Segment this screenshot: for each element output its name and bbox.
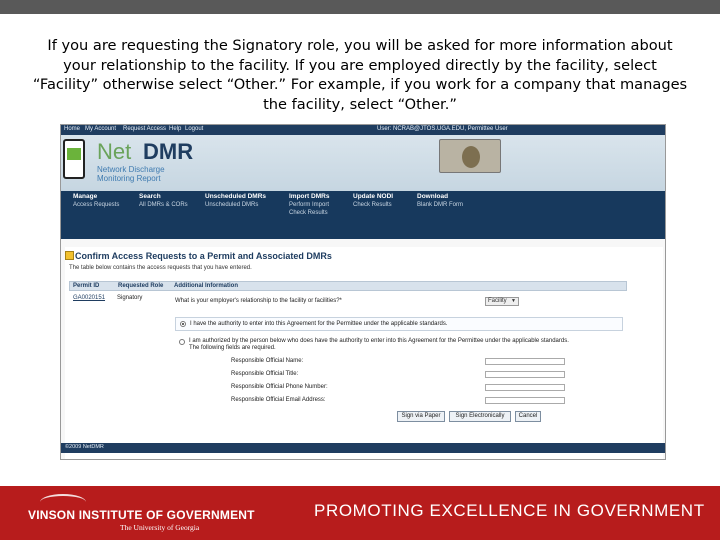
menu-title: Unscheduled DMRs — [205, 193, 267, 200]
brand-header — [61, 135, 665, 191]
menu-sub[interactable]: Check Results — [289, 210, 328, 216]
th-additional-info: Additional Information — [174, 283, 238, 289]
label-official-title: Responsible Official Title: — [231, 371, 299, 377]
sign-electronically-button[interactable]: Sign Electronically — [449, 411, 511, 422]
label-official-phone: Responsible Official Phone Number: — [231, 384, 328, 390]
permit-id-link[interactable]: GA0020151 — [73, 295, 106, 301]
sign-via-paper-button[interactable]: Sign via Paper — [397, 411, 445, 422]
relationship-select[interactable] — [485, 297, 519, 306]
util-link-my-account[interactable]: My Account — [85, 126, 117, 132]
logo-subtitle-2: Monitoring Report — [97, 174, 161, 183]
official-name-input[interactable] — [485, 358, 565, 365]
netdmr-screenshot — [60, 124, 666, 460]
select-value: Facility — [488, 298, 507, 304]
util-link-logout[interactable]: Logout — [185, 126, 204, 132]
netdmr-logo-icon — [63, 139, 85, 179]
logo-dmr: DMR — [143, 139, 194, 164]
intro-text: The table below contains the access requests that you have entered. — [69, 265, 252, 271]
official-email-input[interactable] — [485, 397, 565, 404]
official-title-input[interactable] — [485, 371, 565, 378]
official-phone-input[interactable] — [485, 384, 565, 391]
cancel-button[interactable]: Cancel — [515, 411, 541, 422]
main-content — [65, 247, 663, 460]
logo-subtitle-1: Network Discharge — [97, 165, 165, 174]
menu-search[interactable] — [139, 193, 203, 209]
footer-copyright: ©2009 NetDMR — [65, 444, 104, 450]
option-authorized-text: I am authorized by the person below who does have the authority to enter into this Agreement for the Permittee under the applicable standards. — [189, 338, 569, 344]
menu-sub[interactable]: Perform Import — [289, 202, 330, 208]
menu-sub[interactable]: Blank DMR Form — [417, 202, 464, 208]
option-authority-text: I have the authority to enter into this Agreement for the Permittee under the applicable standards. — [190, 321, 448, 327]
role-cell: Signatory — [117, 295, 143, 301]
menu-title: Import DMRs — [289, 193, 330, 200]
top-gray-bar — [0, 0, 720, 14]
main-menu — [61, 191, 665, 239]
label-official-email: Responsible Official Email Address: — [231, 397, 326, 403]
user-info: User: NCRAB@JTOS.UGA.EDU, Permittee User — [377, 126, 508, 132]
th-requested-role: Requested Role — [118, 283, 164, 289]
menu-sub[interactable]: Check Results — [353, 202, 392, 208]
menu-title: Manage — [73, 193, 98, 200]
institute-banner — [0, 486, 720, 540]
menu-download[interactable] — [417, 193, 481, 209]
radio-authority[interactable] — [180, 321, 186, 327]
chevron-down-icon: ▼ — [511, 298, 516, 304]
option-authority-box — [175, 317, 623, 331]
relationship-question: What is your employer's relationship to the facility or facilities?* — [175, 298, 342, 304]
menu-title: Download — [417, 193, 449, 200]
menu-unscheduled[interactable] — [205, 193, 269, 209]
utility-bar — [61, 125, 665, 135]
page-title: Confirm Access Requests to a Permit and Associated DMRs — [75, 251, 332, 261]
label-official-name: Responsible Official Name: — [231, 358, 304, 364]
util-link-request-access[interactable]: Request Access — [123, 126, 167, 132]
menu-sub[interactable]: All DMRs & CORs — [139, 202, 188, 208]
footer-bar — [61, 443, 665, 453]
logo-net: Net — [97, 139, 132, 164]
menu-update-nodi[interactable] — [353, 193, 417, 209]
table-header — [69, 281, 627, 291]
institute-name: VINSON INSTITUTE OF GOVERNMENT — [28, 508, 255, 522]
menu-sub[interactable]: Access Requests — [73, 202, 120, 208]
state-seal-icon — [439, 139, 501, 173]
menu-title: Update NODI — [353, 193, 394, 200]
required-fields-note: The following fields are required. — [189, 345, 276, 351]
menu-title: Search — [139, 193, 161, 200]
radio-authorized-by[interactable] — [179, 339, 185, 345]
th-permit-id: Permit ID — [73, 283, 100, 289]
util-link-home[interactable]: Home — [64, 126, 81, 132]
menu-import[interactable] — [289, 193, 353, 217]
menu-sub[interactable]: Unscheduled DMRs — [205, 202, 259, 208]
slide-caption: If you are requesting the Signatory role, you will be asked for more information about your relationship to the facility. If you are employed directly by the facility, select “Facility” otherwise select “Other.” For example, if you work for a company that manages the facility, select “Other.” — [32, 37, 688, 113]
warning-icon — [65, 251, 74, 260]
util-link-help[interactable]: Help — [169, 126, 182, 132]
banner-slogan: PROMOTING EXCELLENCE IN GOVERNMENT — [314, 501, 705, 520]
menu-manage[interactable] — [73, 193, 137, 209]
university-name: The University of Georgia — [120, 523, 200, 532]
